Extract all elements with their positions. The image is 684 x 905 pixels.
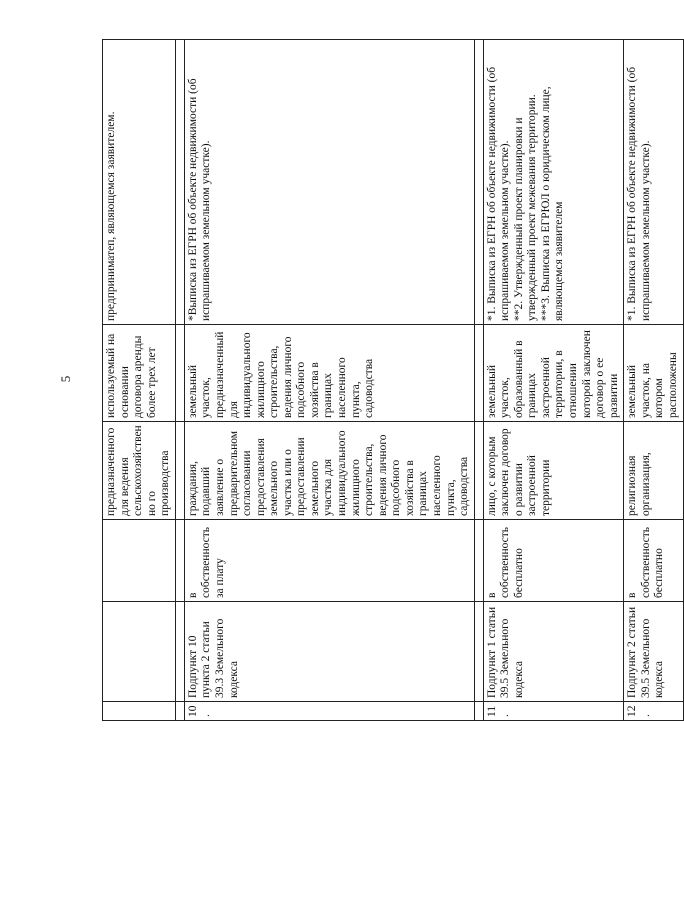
table-row — [624, 40, 683, 721]
applicant: предназначенного для ведения сельскохозяйственно го производства — [103, 422, 176, 520]
table-row-divider — [474, 40, 483, 721]
row-number: 10. — [184, 702, 474, 721]
legal-basis: Подпункт 1 статьи 39.5 Земельного кодекса — [483, 602, 624, 702]
land-plot: земельный участок, предназначенный для индивидуального жилищного строительства, ведения личного подсобного хозяйства в границах населенного пункта, садоводства — [184, 325, 474, 422]
type-of-right: в собственность за плату — [184, 520, 474, 602]
table-row — [103, 40, 176, 721]
row-number: 12. — [624, 702, 683, 721]
required-documents: предприниматеп, являющемся заявителем. — [103, 40, 176, 325]
required-documents: *1. Выписка из ЕГРН об объекте недвижимости (об испрашиваемом земельном участке). — [624, 40, 683, 325]
land-plot: земельный участок, на котором расположены — [624, 325, 683, 422]
land-plot: земельный участок, образованный в границах застроенной территории, в отношении которой заключен договор о ее развитии — [483, 325, 624, 422]
document-table-container — [102, 40, 679, 721]
page-number: 5 — [58, 375, 73, 383]
legal-basis: Подпункт 2 статьи 39.5 Земельного кодекса — [624, 602, 683, 702]
table-row-divider — [175, 40, 184, 721]
type-of-right: в собственность бесплатно — [483, 520, 624, 602]
row-number: 11. — [483, 702, 624, 721]
type-of-right: в собственность бесплатно — [624, 520, 683, 602]
land-plot: используемый на основании договора аренды более трех лет — [103, 325, 176, 422]
table-row — [184, 40, 474, 721]
required-documents: *Выписка из ЕГРН об объекте недвижимости (об испрашиваемом земельном участке). — [184, 40, 474, 325]
legal-basis: Подпункт 10 пункта 2 статьи 39.3 Земельного кодекса — [184, 602, 474, 702]
required-documents: *1. Выписка из ЕГРН об объекте недвижимости (об испрашиваемом земельном участке). **2. Утвержденный проект планировки и утвержденный проект межевания территории. ***3. Выписка из ЕГРЮЛ о юридическом лице, являющемся заявителем — [483, 40, 624, 325]
table-row — [483, 40, 624, 721]
legal-basis — [103, 602, 176, 702]
type-of-right — [103, 520, 176, 602]
applicant: граждания, подавший заявление о предварительном согласовании предоставления земельного участка или о предоставлении земельного участка для индивидуального жилищного строительства, ведения личного подсобного хозяйства в границах населенного пункта, садоводства — [184, 422, 474, 520]
land-provision-table — [102, 39, 684, 721]
applicant: лицо, с которым заключен договор о развитии застроенной территории — [483, 422, 624, 520]
applicant: религиозная организация, — [624, 422, 683, 520]
rotated-table-page — [102, 40, 679, 721]
row-number — [103, 702, 176, 721]
